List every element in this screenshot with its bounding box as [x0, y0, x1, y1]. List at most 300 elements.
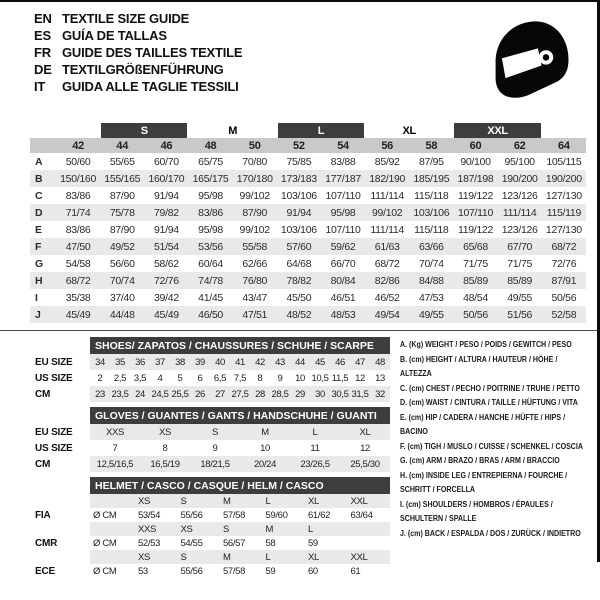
- language-title: TEXTILGRÖßENFÜHRUNG: [62, 62, 224, 77]
- measurement-row: [30, 204, 586, 221]
- measurement-cell: 49/52: [100, 238, 144, 255]
- spacer-cell: [30, 550, 90, 564]
- measurement-cell: 71/74: [56, 204, 100, 221]
- gloves-cell: 11: [310, 442, 320, 454]
- shoes-cell: 24,5: [150, 386, 170, 402]
- measurement-cell: 37/40: [109, 291, 135, 304]
- measurement-row: [30, 238, 586, 255]
- helmet-size-cell: XL: [305, 550, 348, 564]
- shoes-cell: 4: [157, 372, 163, 384]
- language-title-row: [34, 61, 242, 78]
- language-title: GUÍA DE TALLAS: [62, 28, 167, 43]
- shoes-cell: 27,5: [230, 386, 250, 402]
- measurement-row: [30, 255, 586, 272]
- shoes-row-label: CM: [30, 386, 90, 402]
- measurement-cell: 79/82: [144, 204, 188, 221]
- measurement-cell: 119/122: [457, 223, 494, 236]
- measurement-cell: 68/72: [56, 272, 100, 289]
- measurement-cell: 103/106: [409, 204, 453, 221]
- size-number-cell: 60: [453, 138, 497, 153]
- size-number-cell: 50: [233, 138, 277, 153]
- helmet-sizes-row: [30, 494, 390, 508]
- measurement-cell: 67/70: [498, 238, 542, 255]
- measurement-cell: 71/75: [507, 257, 533, 270]
- measurement-cell: 99/102: [365, 204, 409, 221]
- measurement-cell: 50/56: [551, 291, 577, 304]
- gloves-cell: 12,5/16,5: [90, 456, 140, 472]
- helmet-values-row: [30, 508, 390, 522]
- measurement-cell: 70/80: [242, 155, 268, 168]
- measurement-cell: 107/110: [453, 204, 497, 221]
- measurement-cell: 49/55: [409, 306, 453, 323]
- shoes-cell: 30: [310, 386, 330, 402]
- legend-item: C. (cm) CHEST / PECHO / POITRINE / TRUHE / PETTO: [400, 383, 580, 393]
- helmet-value-cell: 61: [350, 565, 361, 577]
- gloves-cell: 12: [360, 442, 370, 454]
- frame-top-border: [0, 0, 600, 2]
- shoes-cell: 36: [130, 354, 150, 370]
- textile-size-table: [30, 123, 586, 323]
- shoes-cell: 7,5: [233, 372, 247, 384]
- size-number-cell: 56: [365, 138, 409, 153]
- spacer-cell: [30, 477, 90, 494]
- gloves-cell: 9: [212, 442, 218, 454]
- shoes-cell: 45: [310, 354, 330, 370]
- measurement-row-label: H: [30, 272, 56, 289]
- measurement-cell: 127/130: [545, 189, 582, 202]
- helmet-size-cell: XS: [135, 494, 178, 508]
- measurement-cell: 105/115: [546, 155, 582, 168]
- legend-item: E. (cm) HIP / CADERA / HANCHE / HÜFTE / HIPS / BACINO: [400, 412, 566, 436]
- gloves-row: [30, 440, 390, 456]
- spacer-cell: [30, 494, 90, 508]
- measurement-row-label: J: [30, 306, 56, 323]
- shoes-cell: 8: [257, 372, 263, 384]
- measurement-cell: 78/82: [277, 272, 321, 289]
- measurement-cell: 84/88: [409, 272, 453, 289]
- legend-item: A. (Kg) WEIGHT / PESO / POIDS / GEWITCH / PESO: [400, 340, 572, 349]
- shoes-cell: 28: [250, 386, 270, 402]
- measurement-cell: 95/98: [198, 189, 223, 202]
- gloves-row-label: EU SIZE: [30, 424, 90, 440]
- measurement-row-label: B: [30, 170, 56, 187]
- legend-item: D. (cm) WAIST / CINTURA / TAILLE / HÜFTUNG / VITA: [400, 398, 578, 407]
- measurement-cell: 170/180: [233, 170, 277, 187]
- helmet-size-cell: S: [178, 550, 221, 564]
- measurement-cell: 127/130: [545, 223, 582, 236]
- measurement-cell: 56/60: [109, 257, 135, 270]
- legend-item: I. (cm) SHOULDERS / HOMBROS / ÉPAULES / SCHULTERN / SPALLE: [400, 499, 553, 523]
- gloves-cell: L: [290, 424, 340, 440]
- size-number-cell: 44: [100, 138, 144, 153]
- shoes-cell: 43: [270, 354, 290, 370]
- helmet-size-cell: XS: [178, 522, 221, 536]
- gloves-cell: XXS: [90, 424, 140, 440]
- helmet-value-cell: [348, 536, 391, 550]
- shoes-cell: 13: [375, 372, 385, 384]
- section-title-row: [30, 407, 390, 424]
- measurement-cell: 95/98: [198, 223, 223, 236]
- helmet-standard-label: CMR: [30, 536, 90, 550]
- measurement-cell: 51/54: [144, 238, 188, 255]
- measurement-cell: 80/84: [321, 272, 365, 289]
- helmet-value-cell: 55/56: [180, 565, 203, 577]
- helmet-value-cell: 56/57: [223, 537, 246, 549]
- shoes-cell: 27: [210, 386, 230, 402]
- measurement-row-label: D: [30, 204, 56, 221]
- shoes-cell: 2,5: [113, 372, 127, 384]
- helmet-size-cell: S: [220, 522, 263, 536]
- gloves-cell: XL: [340, 424, 390, 440]
- measurement-cell: 111/114: [498, 204, 542, 221]
- measurement-cell: 83/86: [65, 223, 91, 236]
- shoes-row: [30, 386, 390, 402]
- helmet-value-cell: 57/58: [223, 509, 246, 521]
- helmet-size-cell: XXL: [348, 550, 391, 564]
- shoes-cell: 32: [370, 386, 390, 402]
- spacer-cell: [90, 550, 135, 564]
- measurement-cell: 150/160: [56, 170, 100, 187]
- measurement-cell: 119/122: [457, 189, 494, 202]
- measurement-cell: 99/102: [239, 189, 270, 202]
- helmet-value-cell: 63/64: [350, 509, 373, 521]
- measurement-cell: 43/47: [242, 291, 268, 304]
- measurement-cell: 187/198: [453, 170, 497, 187]
- language-title: GUIDA ALLE TAGLIE TESSILI: [62, 79, 239, 94]
- gloves-row: [30, 456, 390, 472]
- legend-item: H. (cm) INSIDE LEG / ENTREPIERNA / FOURCHE / SCHRITT / FORCELLA: [400, 470, 568, 494]
- helmet-unit-cell: Ø CM: [93, 565, 117, 577]
- legend-item: G. (cm) ARM / BRAZO / BRAS / ARM / BRACCIO: [400, 456, 560, 465]
- helmet-value-cell: 59: [308, 537, 318, 549]
- measurement-cell: 160/170: [144, 170, 188, 187]
- shoes-cell: 6,5: [213, 372, 227, 384]
- shoes-cell: 6: [197, 372, 203, 384]
- shoes-cell: 23: [90, 386, 110, 402]
- measurement-cell: 61/63: [365, 238, 409, 255]
- measurement-legend: [400, 338, 590, 541]
- measurement-row: [30, 272, 586, 289]
- helmet-sizes-row: [30, 522, 390, 536]
- helmet-value-cell: 52/53: [138, 537, 161, 549]
- measurement-cell: 68/72: [374, 257, 400, 270]
- measurement-cell: 182/190: [365, 170, 409, 187]
- measurement-cell: 87/90: [109, 189, 135, 202]
- measurement-row: [30, 306, 586, 323]
- size-number-cell: 48: [188, 138, 232, 153]
- helmet-value-cell: 59: [265, 565, 276, 577]
- measurement-cell: 63/66: [409, 238, 453, 255]
- helmet-value-cell: 53/54: [138, 509, 161, 521]
- gloves-cell: M: [240, 424, 290, 440]
- measurement-row: [30, 187, 586, 204]
- measurement-cell: 49/54: [365, 306, 409, 323]
- measurement-cell: 95/98: [321, 204, 365, 221]
- gloves-row-label: US SIZE: [30, 440, 90, 456]
- size-group-label: [542, 123, 586, 138]
- helmet-size-cell: S: [178, 494, 221, 508]
- shoes-row: [30, 370, 390, 386]
- measurement-cell: 70/74: [100, 272, 144, 289]
- measurement-cell: 91/94: [277, 204, 321, 221]
- shoes-cell: 48: [370, 354, 390, 370]
- shoes-cell: 41: [230, 354, 250, 370]
- measurement-cell: 66/70: [330, 257, 356, 270]
- shoes-cell: 47: [350, 354, 370, 370]
- measurement-cell: 58/62: [154, 257, 179, 270]
- helmet-value-cell: 53: [138, 565, 148, 577]
- measurement-cell: 71/75: [463, 257, 488, 270]
- corner-cell: [30, 138, 56, 153]
- shoes-cell: 46: [330, 354, 350, 370]
- section-title-row: [30, 477, 390, 494]
- language-title: TEXTILE SIZE GUIDE: [62, 11, 190, 26]
- shoes-cell: 11,5: [331, 372, 349, 384]
- measurement-row-label: I: [35, 291, 38, 304]
- legend-item: J. (cm) BACK / ESPALDA / DOS / ZURÜCK / INDIETRO: [400, 528, 581, 538]
- measurement-cell: 83/88: [330, 155, 356, 168]
- shoes-cell: 25,5: [170, 386, 190, 402]
- measurement-cell: 48/53: [321, 306, 365, 323]
- measurement-cell: 99/102: [239, 223, 270, 236]
- measurement-cell: 57/60: [277, 238, 321, 255]
- measurement-row: [30, 170, 586, 187]
- shoes-cell: 40: [210, 354, 230, 370]
- helmet-value-cell: 60: [308, 565, 318, 577]
- helmet-icon: [483, 15, 573, 107]
- measurement-cell: 74/78: [188, 272, 232, 289]
- measurement-cell: 87/90: [109, 223, 135, 236]
- measurement-cell: 48/52: [277, 306, 321, 323]
- helmet-size-table: [30, 477, 390, 578]
- gloves-cell: XS: [140, 424, 190, 440]
- measurement-cell: 55/58: [233, 238, 277, 255]
- shoes-row: [30, 354, 390, 370]
- helmet-size-cell: XL: [305, 494, 348, 508]
- language-title-row: [34, 44, 242, 61]
- measurement-cell: 48/54: [463, 291, 488, 304]
- measurement-cell: 190/200: [542, 170, 586, 187]
- shoes-cell: 38: [170, 354, 190, 370]
- section-title-row: [30, 337, 390, 354]
- spacer-cell: [30, 407, 90, 424]
- helmet-size-cell: [348, 522, 391, 536]
- measurement-row-label: C: [35, 189, 43, 202]
- shoes-title: SHOES/ ZAPATOS / CHAUSSURES / SCHUHE / SCARPE: [90, 337, 390, 354]
- measurement-cell: 111/114: [370, 189, 404, 202]
- shoes-cell: 44: [290, 354, 310, 370]
- gloves-cell: 7: [112, 442, 118, 454]
- measurement-cell: 91/94: [154, 189, 179, 202]
- shoes-cell: 23,5: [110, 386, 130, 402]
- measurement-cell: 54/58: [65, 257, 91, 270]
- measurement-cell: 103/106: [280, 223, 317, 236]
- helmet-standard-label: FIA: [30, 508, 90, 522]
- helmet-size-cell: L: [263, 550, 306, 564]
- helmet-size-cell: XXL: [348, 494, 391, 508]
- shoes-cell: 12: [355, 372, 365, 384]
- measurement-cell: 91/94: [154, 223, 179, 236]
- helmet-unit-cell: Ø CM: [93, 509, 117, 521]
- size-number-cell: 58: [409, 138, 453, 153]
- gloves-row: [30, 424, 390, 440]
- measurement-cell: 45/50: [286, 291, 312, 304]
- corner-cell: [30, 123, 56, 138]
- gloves-size-table: [30, 407, 390, 472]
- legend-item: F. (cm) TIGH / MUSLO / CUISSE / SCHENKEL / COSCIA: [400, 441, 583, 451]
- legend-item: B. (cm) HEIGHT / ALTURA / HAUTEUR / HÖHE / ALTEZZA: [400, 354, 558, 378]
- section-divider: [0, 330, 597, 331]
- measurement-cell: 87/90: [233, 204, 277, 221]
- measurement-row-label: G: [35, 257, 43, 270]
- measurement-cell: 60/70: [154, 155, 179, 168]
- shoes-cell: 5: [177, 372, 183, 384]
- helmet-size-cell: XS: [135, 550, 178, 564]
- language-code: ES: [34, 28, 51, 43]
- shoes-cell: 10,5: [311, 372, 329, 384]
- shoes-cell: 10: [295, 372, 305, 384]
- helmet-values-row: [30, 564, 390, 578]
- measurement-cell: 107/110: [325, 223, 361, 236]
- measurement-cell: 155/165: [100, 170, 144, 187]
- shoes-cell: 9: [277, 372, 283, 384]
- helmet-value-cell: 55/56: [180, 509, 203, 521]
- language-code: EN: [34, 11, 52, 26]
- measurement-cell: 68/72: [542, 238, 586, 255]
- measurement-row-label: E: [35, 223, 42, 236]
- shoes-cell: 26: [190, 386, 210, 402]
- shoes-cell: 28,5: [270, 386, 290, 402]
- helmet-value-cell: 59/60: [265, 509, 288, 521]
- measurement-cell: 70/74: [418, 257, 444, 270]
- language-code: DE: [34, 62, 52, 77]
- measurement-cell: 51/56: [498, 306, 542, 323]
- shoes-cell: 3,5: [133, 372, 147, 384]
- measurement-cell: 123/126: [501, 223, 538, 236]
- helmet-size-cell: L: [263, 494, 306, 508]
- shoes-size-table: [30, 337, 390, 402]
- helmet-standard-label: ECE: [30, 564, 90, 578]
- measurement-cell: 50/60: [65, 155, 91, 168]
- measurement-cell: 72/76: [144, 272, 188, 289]
- measurement-cell: 75/85: [286, 155, 312, 168]
- spacer-cell: [90, 522, 135, 536]
- spacer-cell: [90, 494, 135, 508]
- measurement-cell: 90/100: [460, 155, 491, 168]
- measurement-cell: 35/38: [65, 291, 91, 304]
- measurement-cell: 72/76: [551, 257, 577, 270]
- shoes-row-label: EU SIZE: [30, 354, 90, 370]
- measurement-cell: 47/50: [56, 238, 100, 255]
- language-code: IT: [34, 79, 46, 94]
- helmet-size-cell: M: [263, 522, 306, 536]
- measurement-cell: 103/106: [280, 189, 317, 202]
- measurement-row: [30, 221, 586, 238]
- measurement-cell: 64/68: [286, 257, 312, 270]
- measurement-row-label: F: [30, 238, 56, 255]
- language-title-list: [34, 10, 242, 95]
- measurement-cell: 85/92: [374, 155, 400, 168]
- measurement-cell: 185/195: [409, 170, 453, 187]
- size-number-row: [30, 138, 586, 153]
- measurement-cell: 115/118: [414, 223, 449, 236]
- measurement-cell: 75/78: [100, 204, 144, 221]
- shoes-cell: 42: [250, 354, 270, 370]
- size-number-cell: 46: [144, 138, 188, 153]
- size-group-label: XL: [365, 123, 453, 138]
- language-title-row: [34, 78, 242, 95]
- measurement-cell: 45/49: [144, 306, 188, 323]
- gloves-cell: 8: [162, 442, 168, 454]
- measurement-cell: 52/58: [542, 306, 586, 323]
- measurement-cell: 85/89: [498, 272, 542, 289]
- size-number-cell: 42: [56, 138, 100, 153]
- shoes-cell: 30,5: [330, 386, 350, 402]
- measurement-cell: 65/75: [198, 155, 223, 168]
- shoes-cell: 24: [130, 386, 150, 402]
- spacer-cell: [30, 337, 90, 354]
- measurement-cell: 83/86: [65, 189, 91, 202]
- size-number-cell: 62: [498, 138, 542, 153]
- measurement-cell: 62/66: [242, 257, 268, 270]
- shoes-cell: 31,5: [350, 386, 370, 402]
- gloves-cell: 16,5/19: [140, 456, 190, 472]
- measurement-cell: 41/45: [198, 291, 223, 304]
- gloves-cell: 18/21,5: [190, 456, 240, 472]
- measurement-cell: 49/55: [507, 291, 533, 304]
- measurement-cell: 46/52: [374, 291, 400, 304]
- measurement-cell: 123/126: [501, 189, 538, 202]
- gloves-cell: 10: [260, 442, 270, 454]
- shoes-cell: 37: [150, 354, 170, 370]
- measurement-row: [30, 289, 586, 306]
- shoes-cell: 35: [110, 354, 130, 370]
- measurement-cell: 46/51: [330, 291, 356, 304]
- measurement-cell: 65/68: [453, 238, 497, 255]
- gloves-cell: 23/26,5: [290, 456, 340, 472]
- measurement-cell: 165/175: [188, 170, 232, 187]
- measurement-cell: 45/49: [56, 306, 100, 323]
- measurement-cell: 47/53: [418, 291, 444, 304]
- helmet-title: HELMET / CASCO / CASQUE / HELM / CASCO: [90, 477, 390, 494]
- gloves-cell: S: [190, 424, 240, 440]
- helmet-unit-cell: Ø CM: [93, 537, 117, 549]
- helmet-size-cell: XXS: [135, 522, 178, 536]
- measurement-cell: 83/86: [188, 204, 232, 221]
- measurement-cell: 115/119: [542, 204, 586, 221]
- measurement-cell: 76/80: [233, 272, 277, 289]
- helmet-value-cell: 61/62: [308, 509, 331, 521]
- size-group-label: XXL: [453, 123, 541, 138]
- size-group-label: L: [277, 123, 365, 138]
- language-title-row: [34, 10, 242, 27]
- gloves-cell: 25,5/30: [340, 456, 390, 472]
- measurement-cell: 190/200: [498, 170, 542, 187]
- size-number-cell: 64: [542, 138, 586, 153]
- gloves-cell: 20/24: [240, 456, 290, 472]
- shoes-cell: 2: [97, 372, 103, 384]
- helmet-values-row: [30, 536, 390, 550]
- measurement-cell: 50/56: [453, 306, 497, 323]
- size-number-cell: 52: [277, 138, 321, 153]
- measurement-cell: 87/91: [542, 272, 586, 289]
- measurement-cell: 111/114: [370, 223, 404, 236]
- measurement-cell: 87/95: [418, 155, 444, 168]
- measurement-cell: 39/42: [154, 291, 179, 304]
- spacer-cell: [30, 522, 90, 536]
- language-title-row: [34, 27, 242, 44]
- measurement-cell: 107/110: [325, 189, 361, 202]
